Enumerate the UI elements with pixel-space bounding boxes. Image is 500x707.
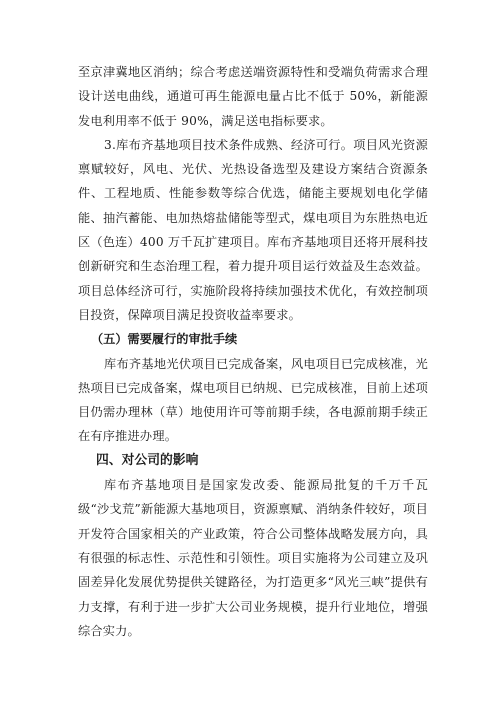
document-page bbox=[78, 60, 428, 643]
section-heading-company-impact: 四、对公司的影响 bbox=[96, 452, 199, 468]
paragraph-consumption-curve: 至京津冀地区消纳；综合考虑送端资源特性和受端负荷需求合理设计送电曲线，通道可再生能源电量占比不低于 50%，新能源发电利用率不低于 90%，满足送电指标要求。 bbox=[78, 65, 428, 128]
paragraph-approval-status: 库布齐基地光伏项目已完成备案，风电项目已完成核准，光热项目已完成备案，煤电项目已纳规、已完成核准，目前上述项目仍需办理林（草）地使用许可等前期手续，各电源前期手续正在有序推进办理。 bbox=[78, 356, 428, 444]
subheading-approval-procedures: （五）需要履行的审批手续 bbox=[91, 332, 238, 347]
paragraph-company-impact: 库布齐基地项目是国家发改委、能源局批复的千万千瓦级“沙戈荒”新能源大基地项目，资源禀赋、消纳条件较好，项目开发符合国家相关的产业政策，符合公司整体战略发展方向，具有很强的标志性、示范性和引领性。项目实施将为公司建立及巩固差异化发展优势提供关键路径，为打造更多“风光三峡”提供有力支撑，有利于进一步扩大公司业务规模，提升行业地位，增强综合实力。 bbox=[78, 478, 428, 638]
paragraph-technical-conditions: 3.库布齐基地项目技术条件成熟、经济可行。项目风光资源禀赋较好，风电、光伏、光热设备选型及建设方案结合资源条件、工程地质、性能参数等综合优选，储能主要规划电化学储能、抽汽蓄能、电加热熔盐储能等型式，煤电项目为东胜热电近区（色连）400 万千瓦扩建项目。库布齐基地项目还将开展科技创新研究和生态治理工程，着力提升项目运行效益及生态效益。项目总体经济可行，实施阶段将持续加强技术优化，有效控制项目投资，保障项目满足投资收益率要求。 bbox=[78, 137, 429, 322]
